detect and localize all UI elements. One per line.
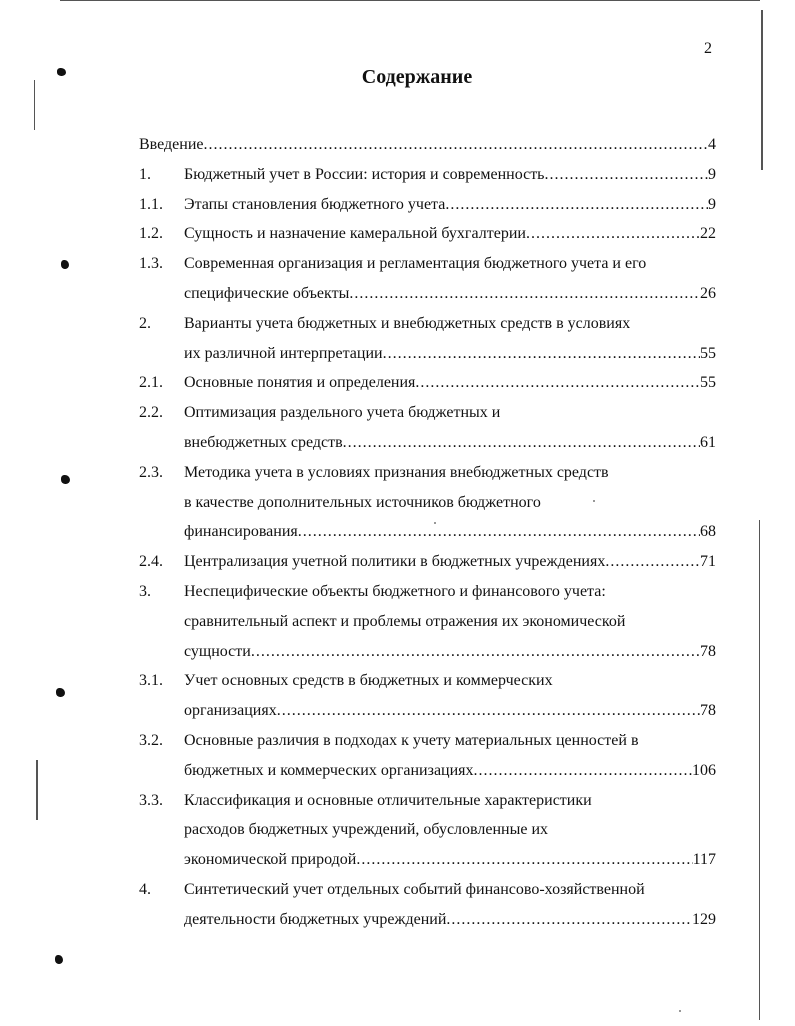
toc-entry-text: Введение: [139, 136, 204, 153]
toc-entry-number: 4.: [139, 881, 151, 898]
toc-entry-text: Основные различия в подходах к учету материальных ценностей в: [184, 732, 639, 749]
toc-leader-dots: [415, 369, 700, 397]
toc-page-number: 71: [700, 553, 716, 571]
toc-leader-dots: [544, 161, 708, 189]
toc-leader-dots: [356, 846, 692, 874]
toc-entry-line: [184, 816, 548, 844]
toc-entry-number: 1.3.: [139, 255, 163, 273]
scan-edge-line: [60, 0, 760, 1]
toc-page-number: 9: [708, 195, 716, 213]
toc-entry-line: [184, 727, 639, 755]
toc-page-number: 22: [700, 225, 716, 243]
toc-entry-line: [184, 399, 500, 427]
toc-leader-dots: [446, 906, 692, 934]
toc-entry-line: [184, 578, 606, 606]
toc-leader-dots: [298, 518, 700, 546]
toc-leader-dots: [349, 280, 700, 308]
toc-page-number: 26: [700, 285, 716, 302]
toc-entry-line: [139, 131, 716, 159]
toc-entry-line: [184, 608, 625, 636]
toc-entry-number: 2.2.: [139, 404, 163, 422]
toc-entry-number: 2.3.: [139, 463, 163, 481]
toc-entry-text: Современная организация и регламентация бюджетного учета и его: [184, 255, 647, 273]
toc-entry-line: [184, 697, 716, 725]
scan-edge-line: [36, 760, 38, 820]
toc-entry-text: Синтетический учет отдельных событий финансово-хозяйственной: [184, 881, 645, 898]
toc-entry-text: Учет основных средств в бюджетных и коммерческих: [184, 672, 553, 690]
toc-entry-text: Классификация и основные отличительные характеристики: [184, 791, 592, 809]
toc-entry-text: сущности: [184, 642, 251, 660]
toc-entry-line: [184, 310, 630, 338]
toc-entry-text: Методика учета в условиях признания внебюджетных средств: [184, 463, 609, 481]
toc-entry-line: [184, 369, 716, 397]
toc-entry-line: [184, 787, 592, 815]
toc-leader-dots: [251, 638, 700, 666]
toc-entry-line: [184, 220, 716, 248]
toc-entry-text: их различной интерпретации: [184, 344, 383, 362]
toc-entry-number: 3.1.: [139, 672, 163, 690]
toc-entry-text: расходов бюджетных учреждений, обусловленные их: [184, 821, 549, 839]
toc-entry-line: [184, 191, 716, 219]
toc-entry-line: [184, 489, 541, 517]
toc-page-number: 78: [700, 642, 716, 660]
toc-entry-number: 3.2.: [139, 732, 163, 749]
binding-hole-mark: [61, 475, 70, 484]
toc-leader-dots: [204, 131, 709, 159]
toc-entry-text: Сущность и назначение камеральной бухгалтерии: [184, 225, 526, 243]
toc-page-number: 4: [708, 136, 716, 153]
toc-entry-number: 2.4.: [139, 553, 163, 571]
toc-page-number: 78: [700, 702, 716, 720]
toc-entry-text: Основные понятия и определения: [184, 374, 416, 392]
toc-leader-dots: [343, 429, 700, 457]
toc-entry-number: 3.: [139, 583, 151, 600]
toc-entry-line: [184, 548, 716, 576]
toc-entry-text: Варианты учета бюджетных и внебюджетных средств в условиях: [184, 314, 631, 332]
toc-entry-text: специфические объекты: [184, 285, 350, 302]
toc-entry-number: 2.: [139, 314, 151, 332]
scan-edge-line: [761, 10, 763, 170]
toc-entry-number: 1.: [139, 165, 151, 183]
toc-entry-text: бюджетных и коммерческих организациях: [184, 761, 474, 779]
toc-page-number: 55: [700, 344, 716, 362]
toc-entry-line: [184, 518, 716, 546]
toc-entry-number: 3.3.: [139, 791, 163, 809]
toc-entry-text: сравнительный аспект и проблемы отражения их экономической: [184, 612, 626, 630]
toc-entry-line: [184, 638, 716, 666]
toc-entry-number: 1.1.: [139, 195, 163, 213]
toc-entry-text: организациях: [184, 702, 277, 720]
toc-page-number: 117: [692, 851, 716, 869]
toc-entry-line: [184, 846, 716, 874]
toc-page-number: 9: [708, 165, 716, 183]
toc-entry-line: [184, 757, 716, 785]
page-number: 2: [704, 40, 712, 57]
toc-entry-line: [184, 459, 609, 487]
page-title: Содержание: [361, 66, 473, 88]
toc-page-number: 106: [692, 761, 716, 779]
scan-speck: [679, 1010, 681, 1012]
toc-page-number: 129: [692, 910, 716, 928]
toc-entry-text: Оптимизация раздельного учета бюджетных и: [184, 404, 501, 422]
binding-hole-mark: [61, 260, 69, 269]
toc-entry-text: Этапы становления бюджетного учета: [184, 195, 446, 213]
toc-page-number: 68: [700, 523, 716, 541]
toc-entry-line: [184, 876, 645, 904]
toc-entry-text: Бюджетный учет в России: история и современность: [184, 165, 545, 183]
toc-entry-text: экономической природой: [184, 851, 357, 869]
toc-entry-text: в качестве дополнительных источников бюджетного: [184, 493, 541, 511]
toc-leader-dots: [526, 220, 700, 248]
toc-page-number: 55: [700, 374, 716, 392]
binding-hole-mark: [56, 688, 65, 697]
scan-speck: [434, 522, 436, 524]
toc-entry-number: 2.1.: [139, 374, 163, 392]
toc-entry-number: 1.2.: [139, 225, 163, 243]
toc-entry-line: [184, 906, 716, 934]
scan-edge-line: [759, 520, 760, 1020]
toc-entry-line: [184, 161, 716, 189]
scan-speck: [593, 500, 595, 502]
toc-leader-dots: [474, 757, 692, 785]
toc-leader-dots: [383, 340, 700, 368]
toc-page-number: 61: [700, 434, 716, 451]
toc-leader-dots: [605, 548, 700, 576]
toc-entry-line: [184, 429, 716, 457]
toc-entry-line: [184, 667, 553, 695]
toc-entry-line: [184, 250, 646, 278]
toc-entry-line: [184, 280, 716, 308]
binding-hole-mark: [55, 955, 63, 964]
toc-entry-text: Неспецифические объекты бюджетного и финансового учета:: [184, 583, 606, 600]
scan-edge-line: [34, 80, 35, 130]
binding-hole-mark: [57, 68, 66, 76]
toc-leader-dots: [277, 697, 700, 725]
toc-entry-text: деятельности бюджетных учреждений: [184, 910, 447, 928]
toc-entry-text: Централизация учетной политики в бюджетных учреждениях: [184, 553, 606, 571]
toc-entry-line: [184, 340, 716, 368]
toc-entry-text: финансирования: [184, 523, 298, 541]
toc-entry-text: внебюджетных средств: [184, 434, 343, 451]
toc-leader-dots: [445, 191, 708, 219]
